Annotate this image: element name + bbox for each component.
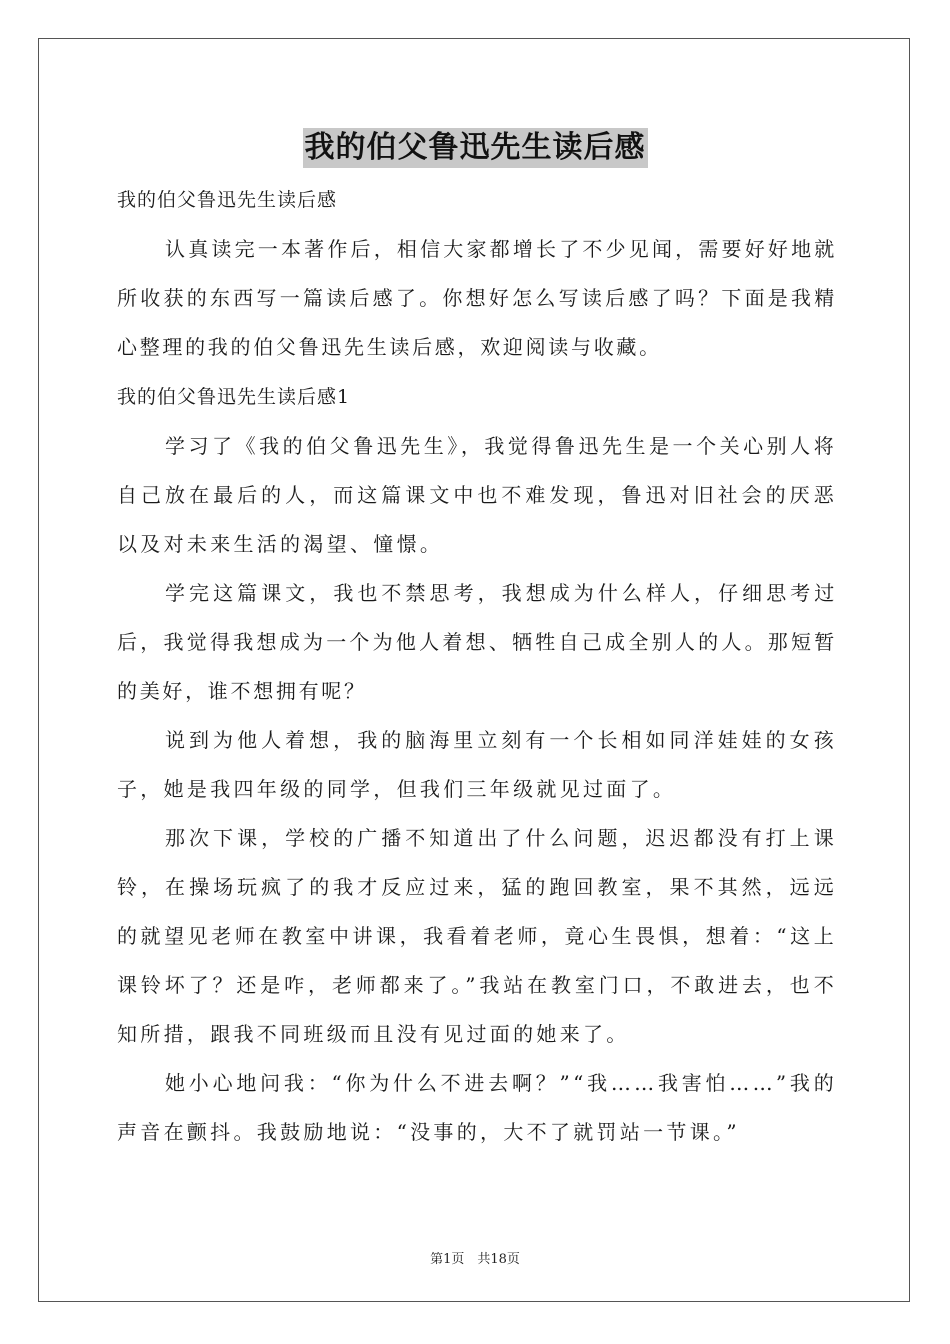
- body-paragraph-4: 那次下课，学校的广播不知道出了什么问题，迟迟都没有打上课铃，在操场玩疯了的我才反应过来，猛的跑回教室，果不其然，远远的就望见老师在教室中讲课，我看着老师，竟心生畏惧，想着：“这上课铃坏了？还是咋，老师都来了。”我站在教室门口，不敢进去，也不知所措，跟我不同班级而且没有见过面的她来了。: [117, 826, 837, 1046]
- body-paragraph-3: 说到为他人着想，我的脑海里立刻有一个长相如同洋娃娃的女孩子，她是我四年级的同学，但我们三年级就见过面了。: [117, 728, 837, 801]
- intro-heading: 我的伯父鲁迅先生读后感: [117, 189, 338, 211]
- intro-paragraph: 认真读完一本著作后，相信大家都增长了不少见闻，需要好好地就所收获的东西写一篇读后感了。你想好怎么写读后感了吗？下面是我精心整理的我的伯父鲁迅先生读后感，欢迎阅读与收藏。: [117, 237, 837, 359]
- title-area: [0, 128, 950, 168]
- body-paragraph-1: 学习了《我的伯父鲁迅先生》，我觉得鲁迅先生是一个关心别人将自己放在最后的人，而这篇课文中也不难发现，鲁迅对旧社会的厌恶以及对未来生活的渴望、憧憬。: [117, 434, 837, 556]
- section-heading: 我的伯父鲁迅先生读后感1: [117, 386, 351, 408]
- body-paragraph-5: 她小心地问我：“你为什么不进去啊？”“我……我害怕……”我的声音在颤抖。我鼓励地说：“没事的，大不了就罚站一节课。”: [117, 1071, 837, 1144]
- document-body: [117, 175, 837, 1157]
- body-paragraph-2: 学完这篇课文，我也不禁思考，我想成为什么样人，仔细思考过后，我觉得我想成为一个为他人着想、牺牲自己成全别人的人。那短暂的美好，谁不想拥有呢？: [117, 581, 837, 703]
- document-title: 我的伯父鲁迅先生读后感: [303, 128, 648, 168]
- page-footer: 第1页 共18页: [430, 1252, 520, 1267]
